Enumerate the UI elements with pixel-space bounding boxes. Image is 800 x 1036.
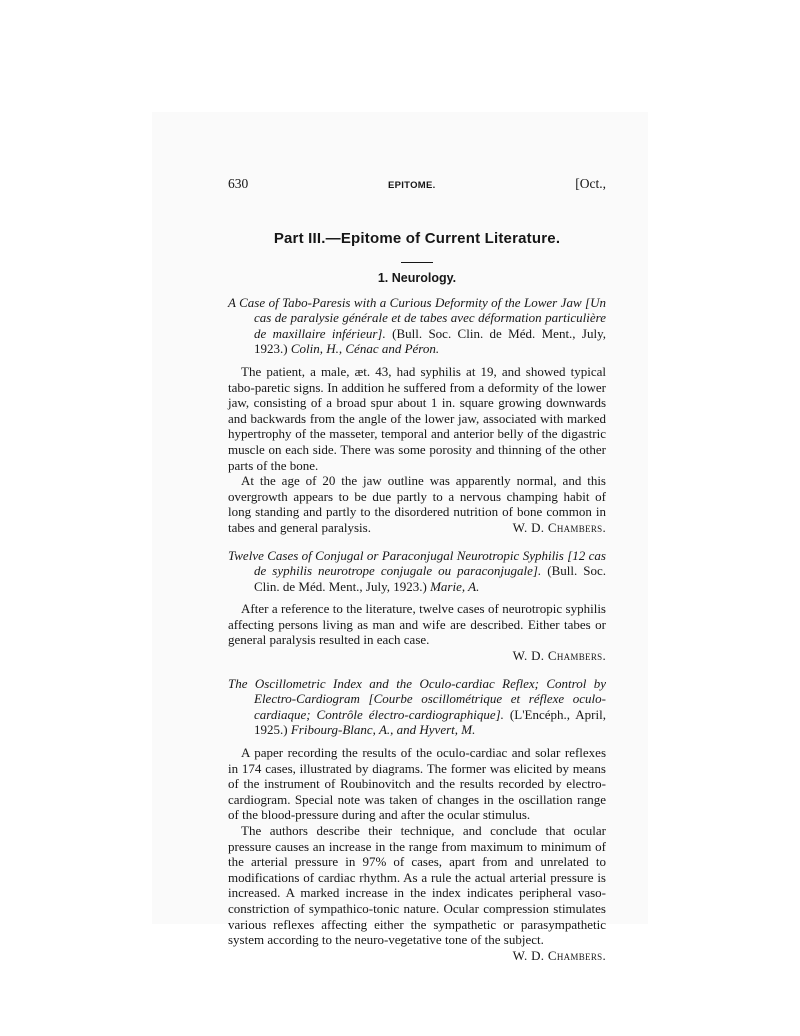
part-title: Part III.—Epitome of Current Literature. (273, 229, 561, 247)
article-conjugal-syphilis (228, 548, 606, 664)
article-paragraph: A paper recording the results of the oculo-cardiac and solar reflexes in 174 cases, illustrated by diagrams. The former was elicited by means of the instrument of Roubinovitch and the results recorded by electro-cardiogram. Special note was taken of changes in the oscillation range of the blood-pressure during and after the ocular stimulus. (228, 745, 606, 823)
article-oscillometric-index (228, 676, 606, 964)
article-title-text: The Oscillometric Index and the Oculo-cardiac Reflex; Control by Electro-Cardiogram [Courbe oscillométrique et réflexe oculo-cardiaque; Contrôle électro-cardiographique]. (228, 675, 606, 722)
article-paragraph (228, 473, 606, 535)
article-source: (Bull. Soc. Clin. de Méd. Ment., July, 1923.) (254, 325, 606, 357)
article-title (228, 295, 606, 357)
article-authors: Marie, A. (430, 578, 480, 594)
article-tabo-paresis (228, 295, 606, 536)
article-source: (L'Encéph., April, 1925.) (254, 706, 606, 738)
article-title (228, 548, 606, 595)
article-title-text: A Case of Tabo-Paresis with a Curious Deformity of the Lower Jaw [Un cas de paralysie générale et de tabes avec déformation particulière de maxillaire inférieur]. (228, 294, 606, 341)
page-number: 630 (228, 176, 249, 191)
running-title: EPITOME. (387, 180, 436, 191)
issue-month: [Oct., (575, 176, 606, 191)
article-title (228, 676, 606, 738)
article-paragraph (228, 823, 606, 963)
section-title: 1. Neurology. (377, 270, 457, 285)
running-header (228, 176, 606, 194)
article-paragraph: After a reference to the literature, twelve cases of neurotropic syphilis affecting persons living as man and wife are described. Either tabes or general paralysis resulted in each case. (228, 601, 606, 648)
article-signature: W. D. Chambers. (512, 648, 606, 664)
article-signature: W. D. Chambers. (512, 947, 606, 963)
article-paragraph-text: The authors describe their technique, and conclude that ocular pressure causes an increase in the range from maximum to minimum of the arterial pressure in 97% of cases, apart from and unrelated to modifications of cardiac rhythm. As a rule the actual arterial pressure is increased. A marked increase in the index indicates peripheral vaso-constriction of sympathico-tonic nature. Ocular compression stimulates various reflexes affecting either the sympathetic or parasympathetic system according to the neuro-vegetative tone of the subject. (228, 823, 606, 948)
article-authors: Colin, H., Cénac and Péron. (290, 341, 440, 357)
article-paragraph-text: At the age of 20 the jaw outline was apparently normal, and this overgrowth appears to be due partly to a nervous champing habit of long standing and partly to the disordered nutrition of bone common in tabes and general paralysis. (228, 473, 606, 535)
article-title-text: Twelve Cases of Conjugal or Paraconjugal Neurotropic Syphilis [12 cas de syphilis neurotrope conjugale ou paraconjugale]. (228, 547, 606, 579)
article-paragraph: The patient, a male, æt. 43, had syphilis at 19, and showed typical tabo-paretic signs. In addition he suffered from a deformity of the lower jaw, consisting of a broad spur about 1 in. square growing downwards and backwards from the angle of the lower jaw, associated with marked hypertrophy of the masseter, temporal and anterior belly of the digastric muscle on each side. There was some porosity and thinning of the other parts of the bone. (228, 363, 606, 473)
article-signature: W. D. Chambers. (512, 519, 606, 535)
title-rule (401, 262, 433, 263)
page-content (228, 176, 606, 975)
article-authors: Fribourg-Blanc, A., and Hyvert, M. (290, 722, 476, 738)
article-source: (Bull. Soc. Clin. de Méd. Ment., July, 1923.) (254, 563, 606, 594)
